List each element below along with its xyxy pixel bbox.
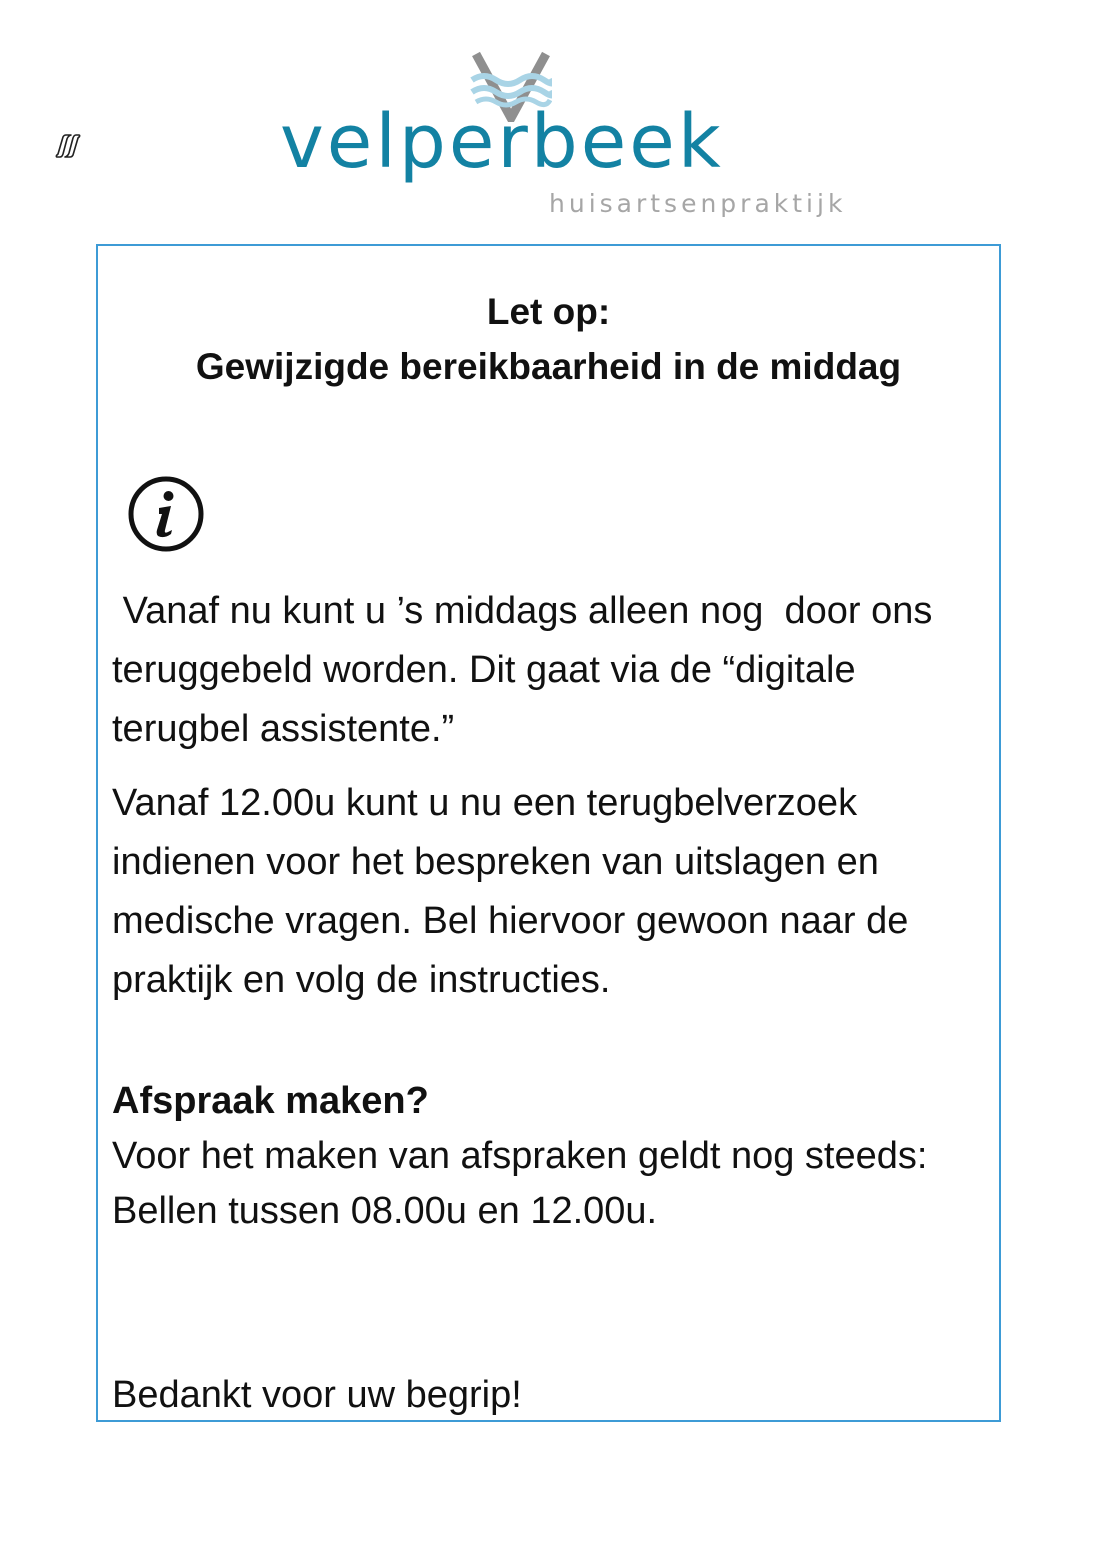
logo-wordmark: velperbeek bbox=[280, 99, 724, 185]
paragraph-callback: Vanaf nu kunt u ’s middags alleen nog door ons teruggebeld worden. Dit gaat via de “digitale terugbel assistente.” bbox=[112, 590, 943, 750]
appointment-section bbox=[112, 1074, 992, 1239]
copilot-icon bbox=[52, 130, 84, 162]
info-icon bbox=[126, 474, 206, 554]
paragraph-callback-request: Vanaf 12.00u kunt u nu een terugbelverzoek indienen voor het bespreken van uitslagen en medische vragen. Bel hiervoor gewoon naar de praktijk en volg de instructies. bbox=[112, 782, 909, 1001]
heading-line-2: Gewijzigde bereikbaarheid in de middag bbox=[195, 346, 902, 387]
logo-subtitle: huisartsenpraktijk bbox=[549, 189, 847, 218]
practice-logo bbox=[270, 45, 847, 225]
heading-line-1: Let op: bbox=[486, 291, 611, 332]
appointment-line-1: Voor het maken van afspraken geldt nog steeds: bbox=[112, 1135, 928, 1177]
notice-box bbox=[96, 244, 1001, 1422]
thanks-text: Bedankt voor uw begrip! bbox=[112, 1374, 522, 1416]
appointment-title: Afspraak maken? bbox=[112, 1080, 429, 1122]
appointment-line-2: Bellen tussen 08.00u en 12.00u. bbox=[112, 1190, 658, 1232]
notice-heading bbox=[98, 284, 999, 394]
